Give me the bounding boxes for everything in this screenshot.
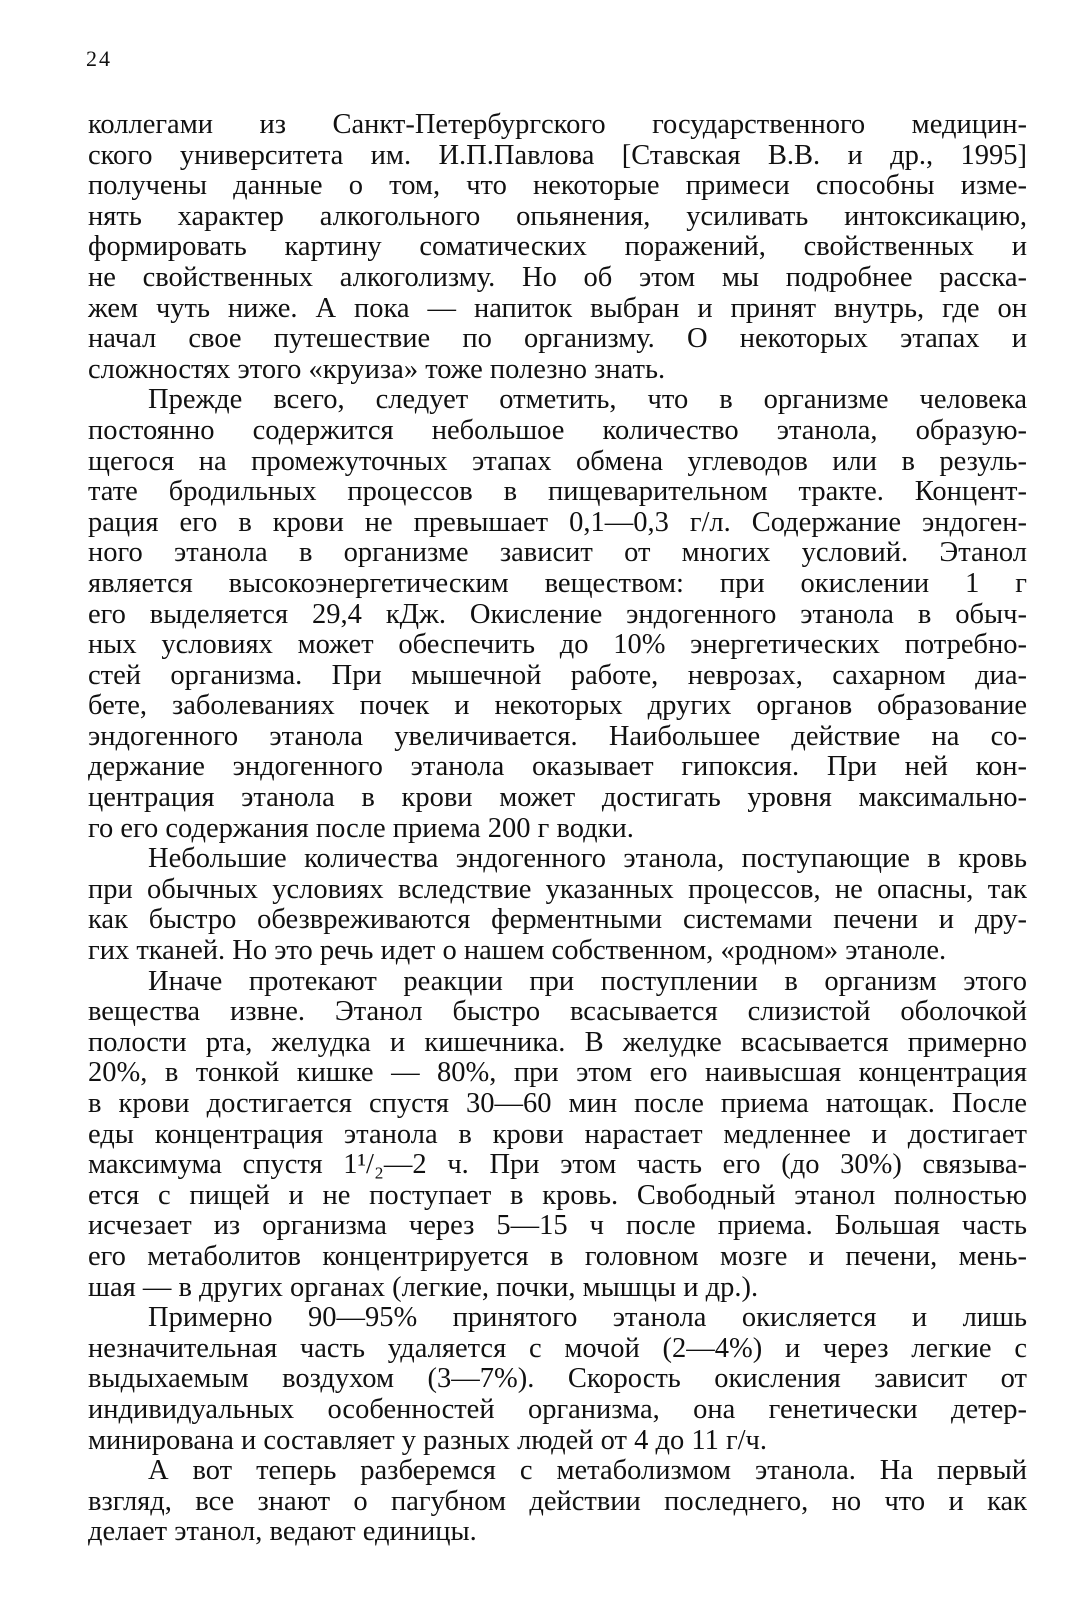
text-line: незначительная часть удаляется с мочой (2—4%) и через легкие с — [88, 1332, 1027, 1364]
text-line: как быстро обезвреживаются ферментными системами печени и дру- — [88, 904, 1027, 936]
text-line: не свойственных алкоголизму. Но об этом мы подробнее расска- — [88, 261, 1027, 293]
text-line: 20%, в тонкой кишке — 80%, при этом его наивысшая концентрация — [88, 1057, 1027, 1089]
page-number: 24 — [86, 46, 112, 71]
text-line: гих тканей. Но это речь идет о нашем собственном, «родном» этаноле. — [88, 935, 947, 967]
text-line: Иначе протекают реакции при поступлении в организм этого — [148, 965, 1027, 997]
text-line: ского университета им. И.П.Павлова [Ставская В.В. и др., 1995] — [88, 139, 1027, 171]
text-line: получены данные о том, что некоторые примеси способны изме- — [88, 170, 1027, 202]
text-line: жем чуть ниже. А пока — напиток выбран и принят внутрь, где он — [88, 292, 1027, 324]
text-line: коллегами из Санкт-Петербургского государственного медицин- — [88, 109, 1027, 140]
text-line: минирована и составляет у разных людей от 4 до 11 г/ч. — [88, 1424, 768, 1456]
text-line: вещества извне. Этанол быстро всасывается слизистой оболочкой — [88, 996, 1027, 1028]
text-body — [88, 110, 1027, 1548]
text-line: делает этанол, ведают единицы. — [88, 1516, 477, 1548]
text-line: го его содержания после приема 200 г водки. — [88, 812, 634, 844]
text-line: постоянно содержится небольшое количество этанола, образую- — [88, 414, 1027, 446]
text-line: стей организма. При мышечной работе, неврозах, сахарном диа- — [88, 659, 1027, 691]
text-line: формировать картину соматических поражений, свойственных и — [88, 231, 1027, 263]
text-line: ного этанола в организме зависит от многих условий. Этанол — [88, 537, 1027, 569]
text-line: является высокоэнергетическим веществом: при окислении 1 г — [88, 567, 1027, 599]
text-line: эндогенного этанола увеличивается. Наибольшее действие на со- — [88, 720, 1027, 752]
text-line: индивидуальных особенностей организма, она генетически детер- — [88, 1393, 1027, 1425]
text-line: его метаболитов концентрируется в головном мозге и печени, мень- — [88, 1240, 1027, 1272]
paragraph — [88, 110, 1027, 385]
text-line: его выделяется 29,4 кДж. Окисление эндогенного этанола в обыч- — [88, 598, 1027, 630]
text-line: выдыхаемым воздухом (3—7%). Скорость окисления зависит от — [88, 1363, 1027, 1395]
text-line: держание эндогенного этанола оказывает гипоксия. При ней кон- — [88, 751, 1027, 783]
text-line: ется с пищей и не поступает в кровь. Свободный этанол полностью — [88, 1179, 1027, 1211]
text-line: нять характер алкогольного опьянения, усиливать интоксикацию, — [88, 200, 1027, 232]
paragraph — [88, 1303, 1027, 1456]
text-line: исчезает из организма через 5—15 ч после приема. Большая часть — [88, 1210, 1027, 1242]
paragraph — [88, 967, 1027, 1304]
text-line: максимума спустя 1¹/₂—2 ч. При этом часть его (до 30%) связыва- — [88, 1149, 1027, 1181]
text-line: сложностях этого «круиза» тоже полезно знать. — [88, 353, 666, 385]
text-line: Примерно 90—95% принятого этанола окисляется и лишь — [148, 1302, 1027, 1334]
text-line: тате бродильных процессов в пищеварительном тракте. Концент- — [88, 476, 1027, 508]
text-line: А вот теперь разберемся с метаболизмом этанола. На первый — [148, 1455, 1027, 1487]
text-line: еды концентрация этанола в крови нарастает медленнее и достигает — [88, 1118, 1027, 1150]
paragraph — [88, 385, 1027, 844]
text-line: центрация этанола в крови может достигать уровня максимально- — [88, 782, 1027, 814]
text-line: при обычных условиях вследствие указанных процессов, не опасны, так — [88, 873, 1027, 905]
text-line: в крови достигается спустя 30—60 мин после приема натощак. После — [88, 1088, 1027, 1119]
text-line: Небольшие количества эндогенного этанола, поступающие в кровь — [148, 843, 1027, 875]
text-line: щегося на промежуточных этапах обмена углеводов или в резуль- — [88, 445, 1027, 477]
text-line: полости рта, желудка и кишечника. В желудке всасывается примерно — [88, 1026, 1027, 1058]
paragraph — [88, 1456, 1027, 1548]
text-line: начал свое путешествие по организму. О некоторых этапах и — [88, 323, 1027, 355]
text-line: шая — в других органах (легкие, почки, мышцы и др.). — [88, 1271, 759, 1303]
paragraph — [88, 844, 1027, 966]
text-line: бете, заболеваниях почек и некоторых других органов образование — [88, 690, 1027, 722]
text-line: Прежде всего, следует отметить, что в организме человека — [148, 384, 1027, 416]
text-line: рация его в крови не превышает 0,1—0,3 г/л. Содержание эндоген- — [88, 506, 1027, 538]
text-line: взгляд, все знают о пагубном действии последнего, но что и как — [88, 1485, 1027, 1517]
text-line: ных условиях может обеспечить до 10% энергетических потребно- — [88, 629, 1027, 661]
